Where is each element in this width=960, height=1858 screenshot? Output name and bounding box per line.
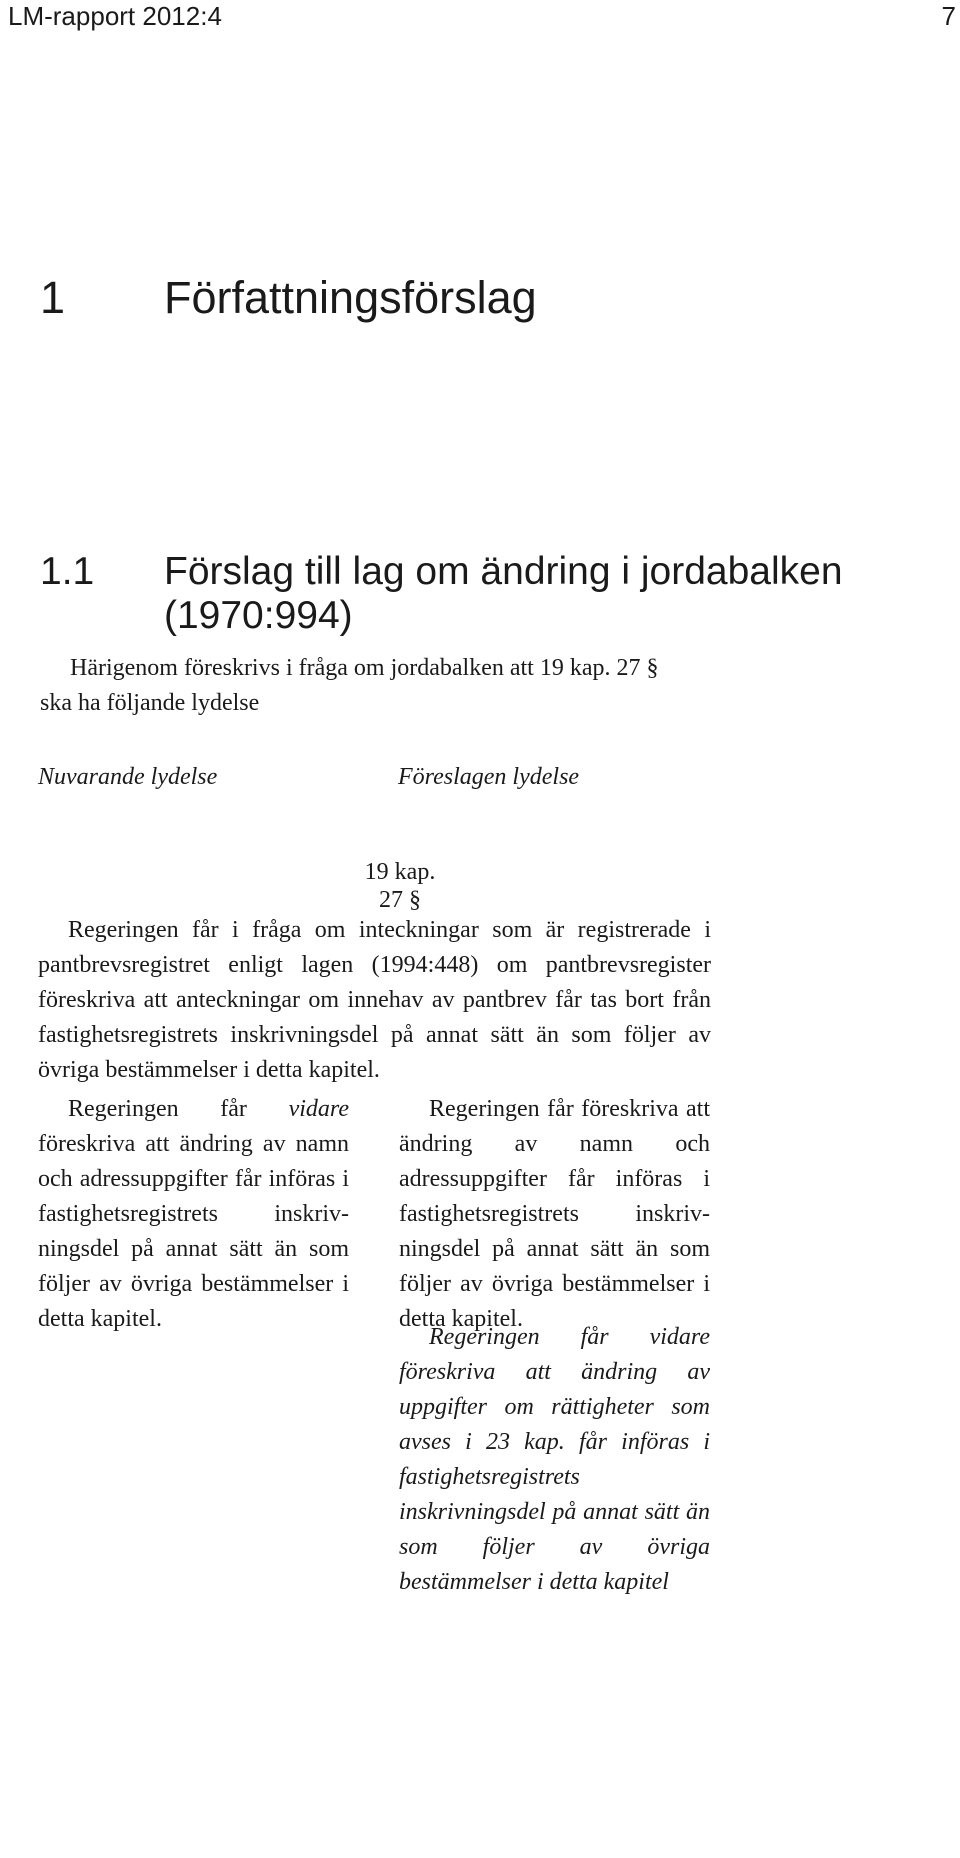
intro-text	[40, 651, 710, 721]
provision-text: Regeringen får i fråga om inteckningar som är registrerade i pantbrevsregistret enligt lagen (1994:448) om pantbrevsregister föreskriva att anteckningar om innehav av pantbrev får tas bort från fastighetsregistrets inskrivningsdel på annat sätt än som följer av övriga bestämmelser i detta kapitel.	[38, 917, 711, 1083]
proposed-wording-new-text: Regeringen får vidare föreskriva att ändring av uppgifter om rättigheter som avses i 23 kap. får införas i fastighetsregistrets inskrivningsdel på annat sätt än som följer av övriga bestämmelser i detta kapitel	[399, 1324, 710, 1595]
intro-line: ska ha följande lydelse	[40, 690, 260, 716]
current-wording-text	[38, 1092, 349, 1337]
provision-chapter: 19 kap.	[364, 859, 436, 885]
intro-line: Härigenom föreskrivs i fråga om jordabalken att 19 kap. 27 §	[70, 655, 659, 681]
section-number: 1.1	[40, 550, 95, 593]
current-text-end: föreskriva att ändring av namn och adressuppgifter får införas i fastighetsregistrets inskrivningsdel på annat sätt än som följer av övriga bestämmelser i detta kapitel.	[38, 1131, 349, 1332]
proposed-wording-text: Regeringen får föreskriva att ändring av namn och adressuppgifter får införas i fastighetsregistrets inskrivningsdel på annat sätt än som följer av övriga bestämmelser i detta kapitel.	[399, 1096, 710, 1332]
page-number: 7	[941, 1, 956, 31]
section-title-line: Förslag till lag om ändring i jordabalken	[164, 550, 843, 593]
section-title	[164, 550, 843, 638]
current-text-emphasis: vidare	[288, 1096, 349, 1122]
provision-paragraph: 27 §	[379, 887, 421, 913]
current-wording-label: Nuvarande lydelse	[38, 764, 218, 790]
proposed-wording-label: Föreslagen lydelse	[398, 764, 580, 790]
chapter-title: Författningsförslag	[164, 272, 537, 323]
running-header: LM-rapport 2012:4	[8, 1, 222, 31]
section-title-line: (1970:994)	[164, 594, 353, 637]
chapter-number: 1	[40, 272, 66, 323]
current-text-start: Regeringen får	[68, 1096, 289, 1122]
